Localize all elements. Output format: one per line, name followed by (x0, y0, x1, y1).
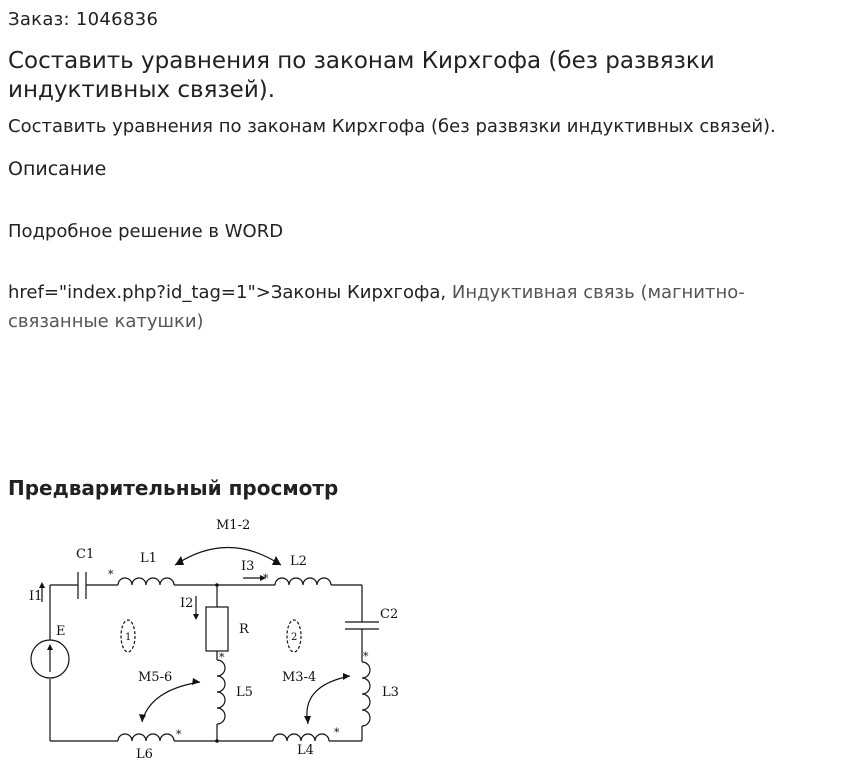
tag-prefix-text: href="index.php?id_tag=1"> (8, 282, 271, 303)
tag-link-inductive-coupling[interactable]: Индуктивная связь (магнитно-связанные катушки) (8, 282, 745, 332)
label-e: E (56, 624, 66, 639)
label-m12: M1-2 (216, 518, 251, 533)
page-subtitle: Составить уравнения по законам Кирхгофа (без развязки индуктивных связей). (8, 116, 776, 137)
label-loop-1: 1 (125, 632, 132, 643)
label-i3: I3 (241, 559, 255, 574)
svg-text:*: * (219, 651, 225, 664)
label-loop-2: 2 (291, 632, 298, 643)
label-c2: C2 (380, 607, 399, 622)
description-heading: Описание (8, 158, 107, 180)
label-l4: L4 (297, 743, 314, 758)
label-r: R (239, 622, 249, 637)
tag-link-kirchhoff[interactable]: Законы Кирхгофа (270, 282, 441, 303)
label-l6: L6 (136, 747, 153, 762)
tag-line (8, 278, 828, 336)
label-i2: I2 (180, 596, 194, 611)
label-l1: L1 (140, 551, 157, 566)
page-title: Составить уравнения по законам Кирхгофа (без развязки индуктивных связей). (8, 48, 715, 103)
label-l2: L2 (290, 554, 307, 569)
tag-separator: , (440, 282, 452, 303)
label-l3: L3 (382, 685, 399, 700)
order-number: Заказ: 1046836 (8, 9, 159, 30)
svg-text:*: * (334, 726, 340, 739)
label-l5: L5 (236, 685, 253, 700)
svg-text:*: * (108, 568, 114, 581)
label-m34: M3-4 (282, 670, 317, 685)
label-i1: I1 (29, 589, 43, 604)
svg-text:*: * (363, 650, 369, 663)
preview-heading: Предварительный просмотр (8, 476, 339, 500)
svg-text:*: * (263, 572, 269, 585)
circuit-schematic-image (0, 510, 420, 770)
svg-text:*: * (176, 728, 182, 741)
label-m56: M5-6 (138, 670, 173, 685)
label-c1: C1 (76, 547, 95, 562)
description-detail: Подробное решение в WORD (8, 221, 284, 242)
